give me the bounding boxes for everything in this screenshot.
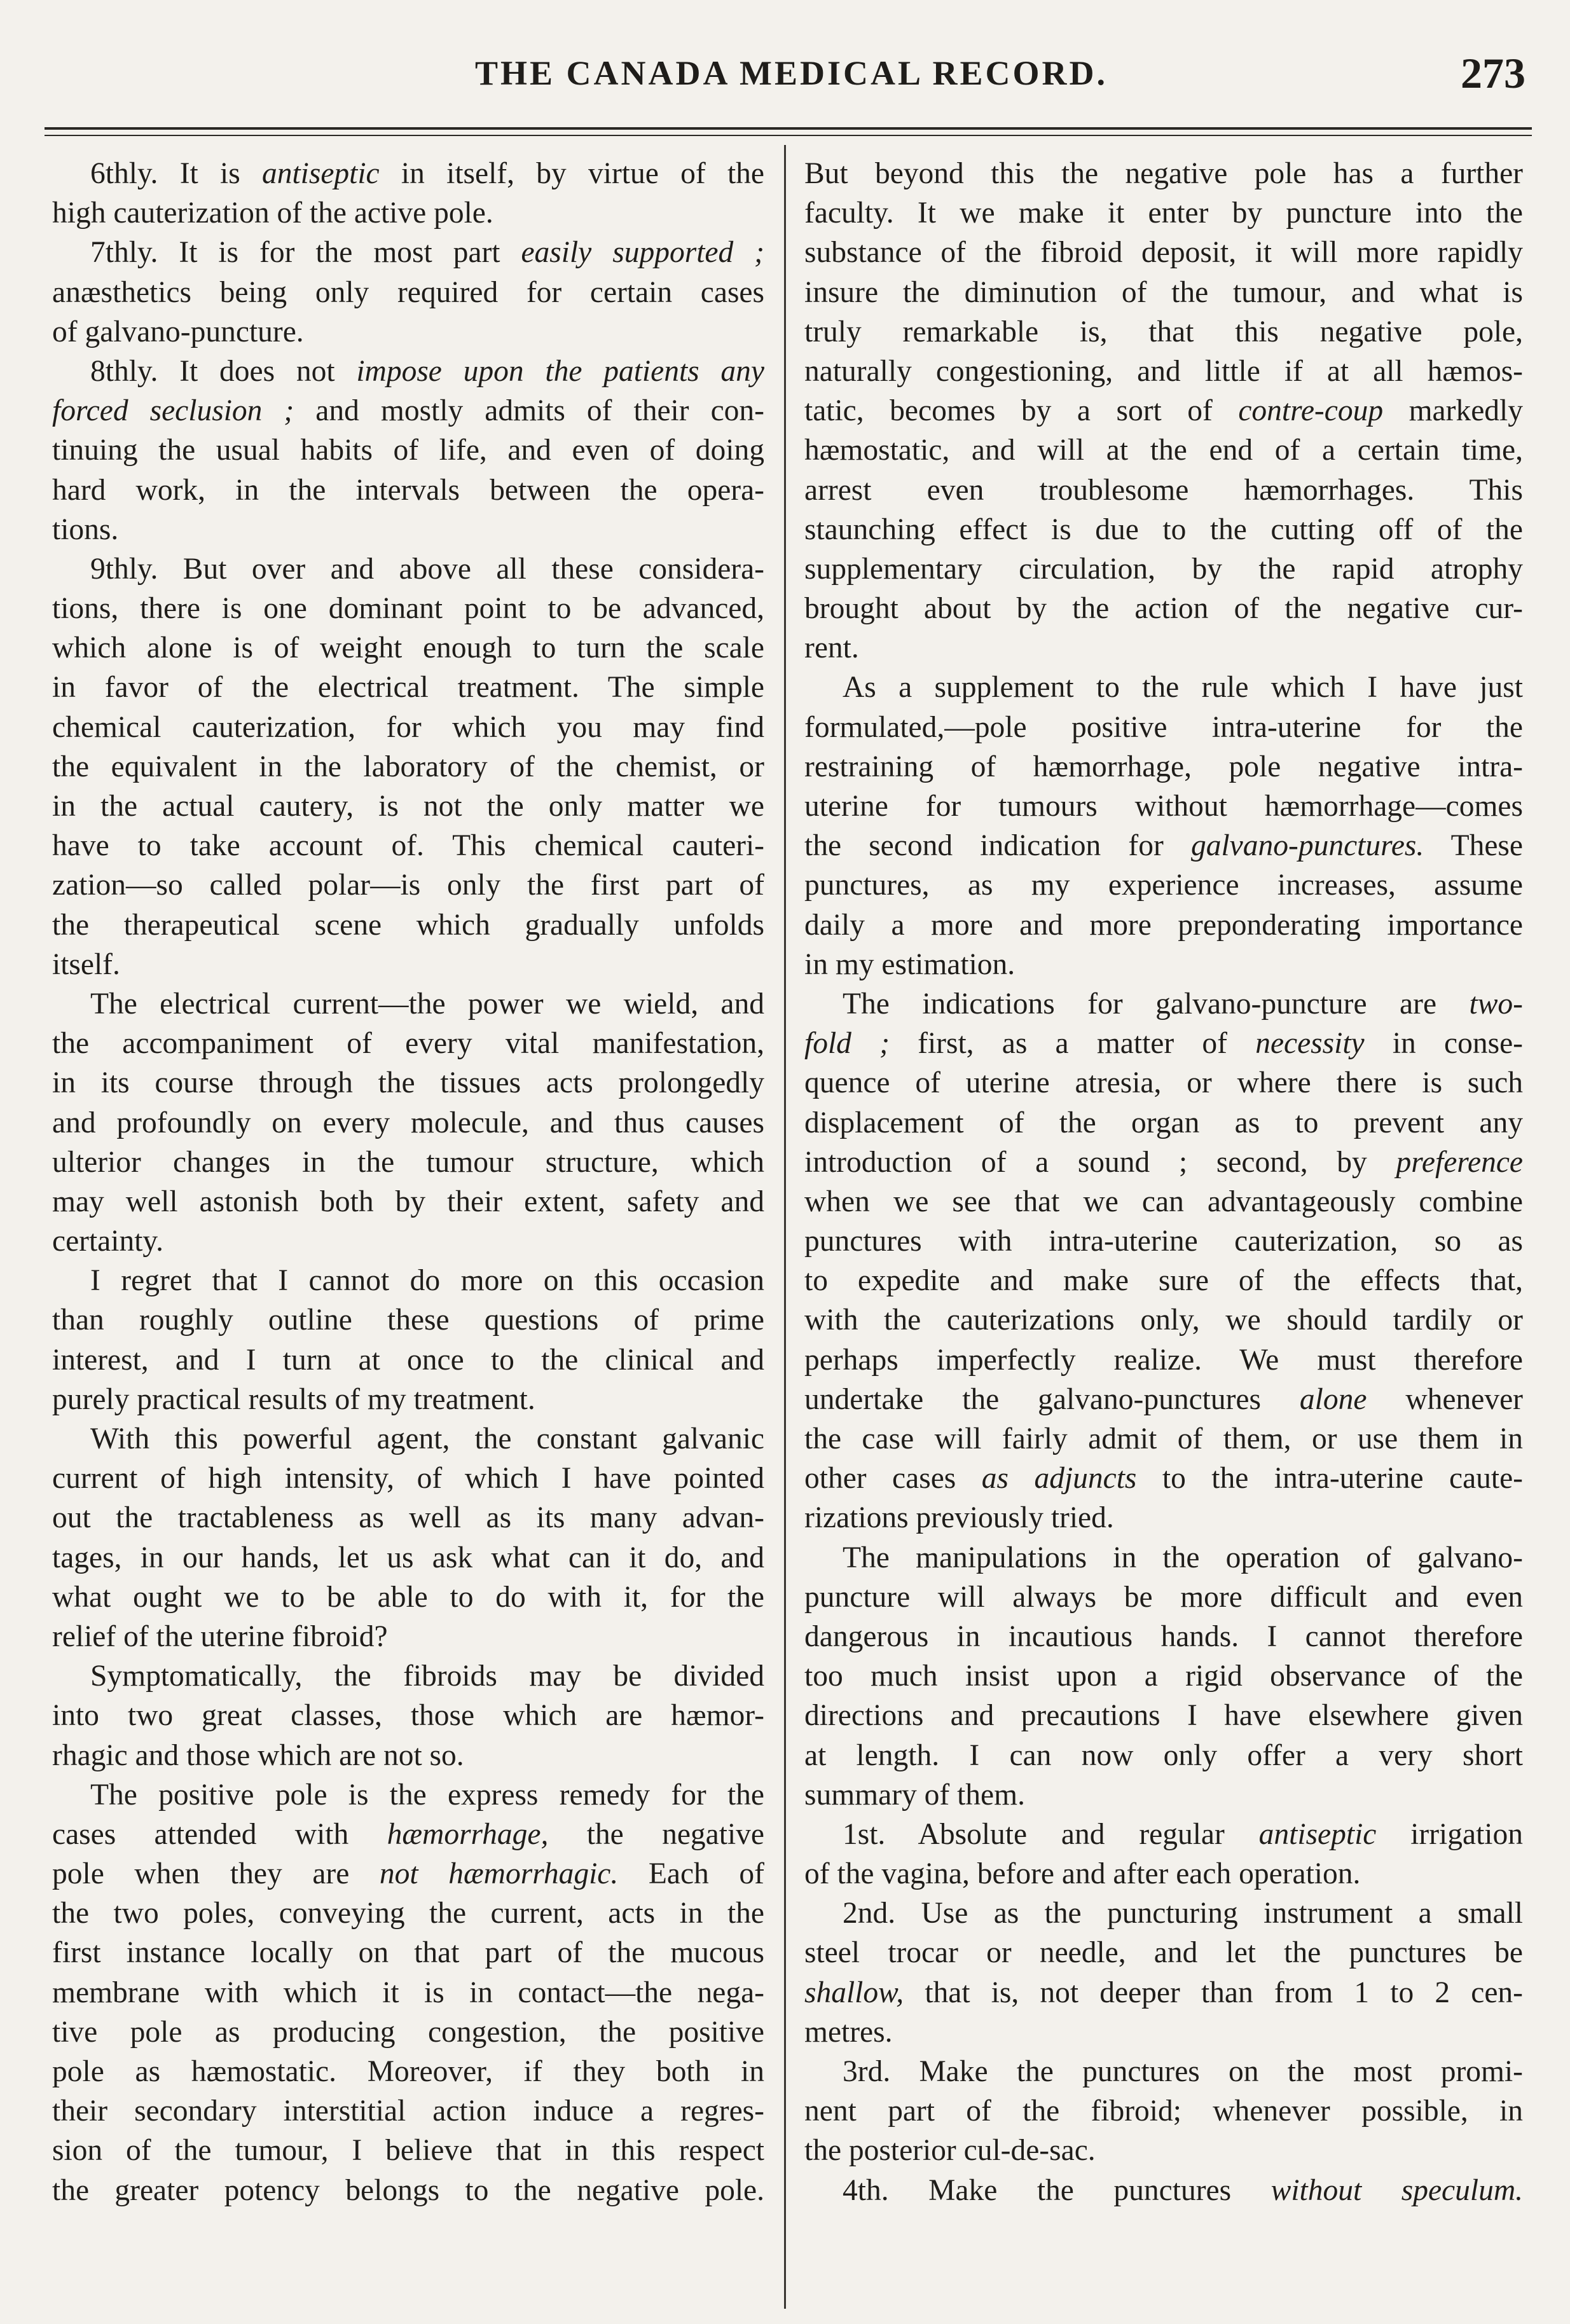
text-line [52, 589, 764, 628]
text-line [52, 1775, 764, 1815]
text-segment: But beyond this the negative pole has a further [804, 157, 1523, 190]
text-line [52, 747, 764, 787]
text-segment: first instance locally on that part of the mucous [52, 1936, 764, 1970]
text-segment: displacement of the organ as to prevent any [804, 1106, 1523, 1139]
italic-text: without speculum. [1270, 2173, 1523, 2207]
text-segment: I regret that I cannot do more on this occasion [90, 1264, 764, 1298]
text-segment: the posterior cul-de-sac. [804, 2134, 1096, 2168]
text-line [804, 1221, 1523, 1261]
text-segment: 1st. Absolute and regular [843, 1817, 1259, 1851]
text-segment: the second indication for [804, 829, 1191, 863]
text-segment: pole when they are [52, 1857, 380, 1891]
text-segment: tinuing the usual habits of life, and even of doing [52, 434, 764, 467]
text-segment: With this powerful agent, the constant galvanic [90, 1422, 764, 1455]
italic-text: forced seclusion ; [52, 394, 294, 428]
text-line [804, 1419, 1523, 1459]
text-segment: membrane with which it is in contact—the nega- [52, 1976, 764, 2009]
text-line [804, 1380, 1523, 1419]
text-segment: that is, not deeper than from 1 to 2 cen- [904, 1976, 1523, 2009]
text-line [804, 1143, 1523, 1182]
italic-text: as adjuncts [981, 1462, 1137, 1495]
text-line [52, 1103, 764, 1143]
text-line [52, 1143, 764, 1182]
text-segment: whenever [1367, 1382, 1523, 1416]
text-line [52, 984, 764, 1024]
text-line [52, 708, 764, 747]
text-segment: ulterior changes in the tumour structure, which [52, 1145, 764, 1179]
text-segment: rent. [804, 631, 859, 665]
text-segment: in itself, by virtue of the [379, 157, 764, 190]
text-segment: the greater potency belongs to the negative pole. [52, 2173, 764, 2207]
text-segment: first, as a matter of [889, 1027, 1256, 1061]
text-segment: 7thly. It is for the most part [90, 236, 521, 270]
text-segment: supplementary circulation, by the rapid atrophy [804, 552, 1523, 586]
text-line [52, 2012, 764, 2052]
text-line [804, 1933, 1523, 1972]
text-segment: out the tractableness as well as its many advan- [52, 1501, 764, 1535]
text-segment: substance of the fibroid deposit, it will more rapidly [804, 236, 1523, 270]
italic-text: contre-coup [1238, 394, 1384, 428]
text-line [804, 708, 1523, 747]
text-line [804, 1696, 1523, 1735]
text-segment: daily a more and more preponderating importance [804, 908, 1523, 942]
left-column [52, 154, 764, 2210]
italic-text: hæmorrhage, [387, 1817, 549, 1851]
text-line [804, 471, 1523, 510]
text-line [804, 787, 1523, 826]
text-line [52, 1973, 764, 2012]
header-rule-thick [45, 127, 1532, 130]
text-line [804, 1340, 1523, 1380]
text-line [804, 233, 1523, 272]
text-line [52, 549, 764, 589]
text-segment: in my estimation. [804, 947, 1016, 981]
text-line [804, 1894, 1523, 1933]
text-line [52, 430, 764, 470]
text-segment: the therapeutical scene which gradually unfolds [52, 908, 764, 942]
text-line [804, 430, 1523, 470]
text-line [52, 1933, 764, 1972]
text-line [804, 1538, 1523, 1578]
text-segment: 8thly. It does not [90, 354, 357, 388]
text-segment: cases attended with [52, 1817, 387, 1851]
text-segment: Each of [618, 1857, 764, 1891]
text-line [52, 905, 764, 945]
text-line [52, 1498, 764, 1537]
text-segment: purely practical results of my treatment. [52, 1382, 535, 1416]
text-segment: the two poles, conveying the current, acts in the [52, 1897, 764, 1930]
text-segment: sion of the tumour, I believe that in this respect [52, 2134, 764, 2168]
text-segment: naturally congestioning, and little if at all hæmos- [804, 354, 1523, 388]
text-segment: itself. [52, 947, 120, 981]
text-segment: 4th. Make the punctures [843, 2173, 1271, 2207]
text-segment: zation—so called polar—is only the first part of [52, 869, 764, 902]
text-segment: The positive pole is the express remedy for the [90, 1778, 764, 1812]
text-segment: the equivalent in the laboratory of the chemist, or [52, 750, 764, 783]
text-line [52, 391, 764, 430]
text-segment: what ought we to be able to do with it, for the [52, 1580, 764, 1614]
text-line [52, 352, 764, 391]
text-segment: punctures with intra-uterine cauterization, so as [804, 1225, 1523, 1258]
journal-title: THE CANADA MEDICAL RECORD. [474, 54, 1108, 92]
text-segment: have to take account of. This chemical cauteri- [52, 829, 764, 863]
text-segment: nent part of the fibroid; whenever possible, in [804, 2094, 1523, 2128]
text-line [804, 984, 1523, 1024]
text-line [52, 1063, 764, 1103]
text-segment: punctures, as my experience increases, assume [804, 869, 1523, 902]
text-segment: rizations previously tried. [804, 1501, 1114, 1535]
text-line [52, 1854, 764, 1894]
text-segment: 2nd. Use as the puncturing instrument a small [843, 1897, 1523, 1930]
italic-text: two- [1469, 987, 1523, 1021]
text-segment: may well astonish both by their extent, safety and [52, 1185, 764, 1218]
text-line [804, 2052, 1523, 2091]
text-line [52, 193, 764, 233]
text-segment: 9thly. But over and above all these considera- [90, 552, 764, 586]
text-line [52, 471, 764, 510]
text-line [804, 193, 1523, 233]
italic-text: fold ; [804, 1027, 890, 1061]
text-line [52, 1261, 764, 1300]
text-segment: directions and precautions I have elsewhere given [804, 1699, 1523, 1733]
text-segment: summary of them. [804, 1778, 1025, 1812]
text-line [52, 945, 764, 984]
italic-text: easily supported ; [521, 236, 764, 270]
italic-text: preference [1396, 1145, 1523, 1179]
text-segment: perhaps imperfectly realize. We must therefore [804, 1343, 1523, 1377]
text-line [804, 628, 1523, 668]
text-segment: formulated,—pole positive intra-uterine for the [804, 710, 1523, 744]
text-line [804, 1182, 1523, 1221]
text-line [804, 2091, 1523, 2131]
text-segment: undertake the galvano-punctures [804, 1382, 1300, 1416]
text-line [52, 1538, 764, 1578]
text-segment: the case will fairly admit of them, or use them in [804, 1422, 1523, 1455]
text-line [52, 1696, 764, 1735]
italic-text: alone [1299, 1382, 1367, 1416]
text-line [52, 510, 764, 549]
text-segment: 3rd. Make the punctures on the most promi- [843, 2055, 1523, 2088]
text-segment: pole as hæmostatic. Moreover, if they both in [52, 2055, 764, 2088]
text-segment: puncture will always be more difficult and even [804, 1580, 1523, 1614]
text-line [804, 1656, 1523, 1696]
text-segment: rhagic and those which are not so. [52, 1738, 464, 1772]
text-line [52, 2091, 764, 2131]
text-segment: chemical cauterization, for which you may find [52, 710, 764, 744]
text-segment: when we see that we can advantageously combine [804, 1185, 1523, 1218]
text-line [804, 1854, 1523, 1894]
text-segment: arrest even troublesome hæmorrhages. This [804, 473, 1523, 507]
text-segment: These [1424, 829, 1523, 863]
text-line [804, 1617, 1523, 1656]
text-segment: in its course through the tissues acts prolongedly [52, 1066, 764, 1100]
text-line [804, 549, 1523, 589]
text-line [804, 352, 1523, 391]
text-segment: insure the diminution of the tumour, and what is [804, 275, 1523, 309]
text-segment: to expedite and make sure of the effects that, [804, 1264, 1523, 1298]
text-segment: to the intra-uterine caute- [1136, 1462, 1524, 1495]
text-line [804, 1775, 1523, 1815]
text-segment: other cases [804, 1462, 982, 1495]
text-line [804, 1578, 1523, 1617]
text-segment: relief of the uterine fibroid? [52, 1619, 388, 1653]
text-line [52, 1736, 764, 1775]
text-line [804, 1815, 1523, 1854]
text-segment: Symptomatically, the fibroids may be divided [90, 1660, 764, 1693]
text-segment: hæmostatic, and will at the end of a certain time, [804, 434, 1523, 467]
text-segment: and profoundly on every molecule, and thus causes [52, 1106, 764, 1139]
text-segment: in conse- [1364, 1027, 1523, 1061]
text-segment: faculty. It we make it enter by puncture into the [804, 196, 1523, 230]
italic-text: galvano-punctures. [1190, 829, 1424, 863]
text-segment: hard work, in the intervals between the opera- [52, 473, 764, 507]
text-line [52, 154, 764, 193]
text-segment: their secondary interstitial action induce a regres- [52, 2094, 764, 2128]
text-segment: markedly [1383, 394, 1523, 428]
text-segment: tages, in our hands, let us ask what can it do, and [52, 1541, 764, 1574]
text-segment: The manipulations in the operation of galvano- [843, 1541, 1523, 1574]
text-line [52, 1380, 764, 1419]
text-segment: certainty. [52, 1225, 163, 1258]
header-rule-thin [45, 135, 1532, 136]
text-line [804, 2131, 1523, 2170]
text-line [52, 233, 764, 272]
text-line [804, 510, 1523, 549]
text-line [52, 668, 764, 707]
italic-text: antiseptic [1258, 1817, 1377, 1851]
text-segment: current of high intensity, of which I have pointed [52, 1462, 764, 1495]
text-line [52, 1340, 764, 1380]
text-segment: at length. I can now only offer a very short [804, 1738, 1523, 1772]
text-line [804, 1498, 1523, 1537]
text-segment: As a supplement to the rule which I have just [843, 671, 1523, 705]
text-segment: which alone is of weight enough to turn the scale [52, 631, 764, 665]
text-segment: uterine for tumours without hæmorrhage—comes [804, 790, 1523, 823]
text-line [52, 1578, 764, 1617]
text-line [804, 273, 1523, 312]
text-line [52, 2052, 764, 2091]
text-segment: dangerous in incautious hands. I cannot therefore [804, 1619, 1523, 1653]
text-line [52, 1617, 764, 1656]
text-line [52, 826, 764, 865]
text-line [52, 312, 764, 352]
text-line [804, 668, 1523, 707]
text-line [52, 1459, 764, 1498]
text-segment: with the cauterizations only, we should tardily or [804, 1303, 1523, 1337]
text-segment: The indications for galvano-puncture are [843, 987, 1470, 1021]
italic-text: impose upon the patients any [356, 354, 764, 388]
text-line [804, 1736, 1523, 1775]
text-line [804, 589, 1523, 628]
text-line [52, 1221, 764, 1261]
text-line [804, 391, 1523, 430]
page-header [51, 49, 1532, 111]
right-column [804, 154, 1523, 2210]
text-segment: the negative [548, 1817, 764, 1851]
text-line [804, 1103, 1523, 1143]
text-line [52, 1182, 764, 1221]
text-segment: restraining of hæmorrhage, pole negative intra- [804, 750, 1523, 783]
text-segment: high cauterization of the active pole. [52, 196, 493, 230]
italic-text: not hæmorrhagic. [379, 1857, 619, 1891]
text-segment: truly remarkable is, that this negative pole, [804, 315, 1523, 348]
text-line [804, 945, 1523, 984]
text-line [804, 1063, 1523, 1103]
text-segment: steel trocar or needle, and let the punctures be [804, 1936, 1523, 1970]
text-line [804, 312, 1523, 352]
text-line [804, 826, 1523, 865]
text-segment: into two great classes, those which are hæmor- [52, 1699, 764, 1733]
text-line [804, 747, 1523, 787]
text-segment: introduction of a sound ; second, by [804, 1145, 1396, 1179]
text-segment: and mostly admits of their con- [294, 394, 764, 428]
text-line [804, 2171, 1523, 2210]
text-line [52, 1656, 764, 1696]
text-segment: staunching effect is due to the cutting off of the [804, 512, 1523, 546]
text-segment: brought about by the action of the negative cur- [804, 592, 1523, 626]
text-segment: of the vagina, before and after each operation. [804, 1857, 1361, 1891]
text-line [52, 865, 764, 905]
text-line [804, 905, 1523, 945]
text-segment: in the actual cautery, is not the only matter we [52, 790, 764, 823]
text-segment: the accompaniment of every vital manifestation, [52, 1027, 764, 1061]
text-segment: tive pole as producing congestion, the positive [52, 2015, 764, 2049]
column-divider [784, 145, 786, 2309]
italic-text: shallow, [804, 1976, 904, 2009]
text-segment: than roughly outline these questions of prime [52, 1303, 764, 1337]
text-segment: 6thly. It is [90, 157, 262, 190]
text-segment: too much insist upon a rigid observance of the [804, 1660, 1523, 1693]
text-line [52, 273, 764, 312]
text-segment: anæsthetics being only required for certain cases [52, 275, 764, 309]
text-segment: irrigation [1376, 1817, 1523, 1851]
text-line [52, 1300, 764, 1340]
text-segment: interest, and I turn at once to the clinical and [52, 1343, 764, 1377]
text-segment: tatic, becomes by a sort of [804, 394, 1239, 428]
text-line [804, 1024, 1523, 1063]
text-line [52, 1815, 764, 1854]
italic-text: necessity [1255, 1027, 1365, 1061]
italic-text: antiseptic [261, 157, 380, 190]
text-line [804, 2012, 1523, 2052]
text-segment: tions, there is one dominant point to be advanced, [52, 592, 764, 626]
text-segment: The electrical current—the power we wield, and [90, 987, 764, 1021]
text-line [52, 1024, 764, 1063]
text-line [52, 2131, 764, 2170]
text-line [52, 787, 764, 826]
text-line [52, 1894, 764, 1933]
text-line [804, 865, 1523, 905]
text-segment: tions. [52, 512, 119, 546]
text-line [804, 1300, 1523, 1340]
text-line [804, 1973, 1523, 2012]
text-line [804, 1261, 1523, 1300]
text-line [804, 154, 1523, 193]
text-line [804, 1459, 1523, 1498]
text-segment: in favor of the electrical treatment. The simple [52, 671, 764, 705]
text-segment: quence of uterine atresia, or where there is such [804, 1066, 1523, 1100]
text-line [52, 628, 764, 668]
text-line [52, 1419, 764, 1459]
text-line [52, 2171, 764, 2210]
text-segment: metres. [804, 2015, 893, 2049]
text-segment: of galvano-puncture. [52, 315, 304, 348]
page-number: 273 [1461, 49, 1525, 97]
